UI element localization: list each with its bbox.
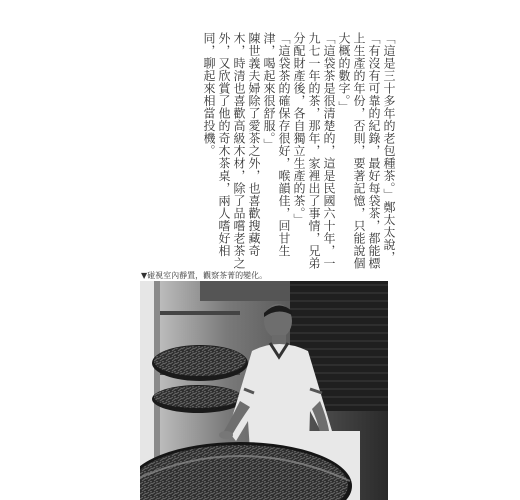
body-text (196, 32, 396, 272)
paragraph-1: 「這是三十多年的老包種茶。」鄭太太說，「有沒有可靠的紀錄，最好每袋茶，都能標上生產的年份，否則，要著記憶，只能說個大概的數字。」 (337, 32, 396, 270)
paragraph-2: 「這袋茶是很清楚的，這是民國六十年，一九七一年的茶，那年，家裡出了事情，兄弟分配財產後，各自獨立生產的茶。」 (292, 32, 336, 270)
photo-illustration (140, 281, 388, 500)
tea-processing-photo (140, 281, 388, 500)
paragraph-3: 「這袋茶的確保存很好，喉韻佳，回甘生津，喝起來很舒服。」 (262, 32, 291, 257)
photo-caption: ▼碰視室內靜置，觀察茶菁的變化。 (141, 271, 268, 280)
paragraph-4: 陳世義夫婦除了愛茶之外，也喜歡搜藏奇木，時清也喜歡高級木材，除了品嚐老茶之外，又欣賞了他的奇木茶桌，兩人嗜好相同，聊起來相當投機。 (202, 32, 261, 270)
